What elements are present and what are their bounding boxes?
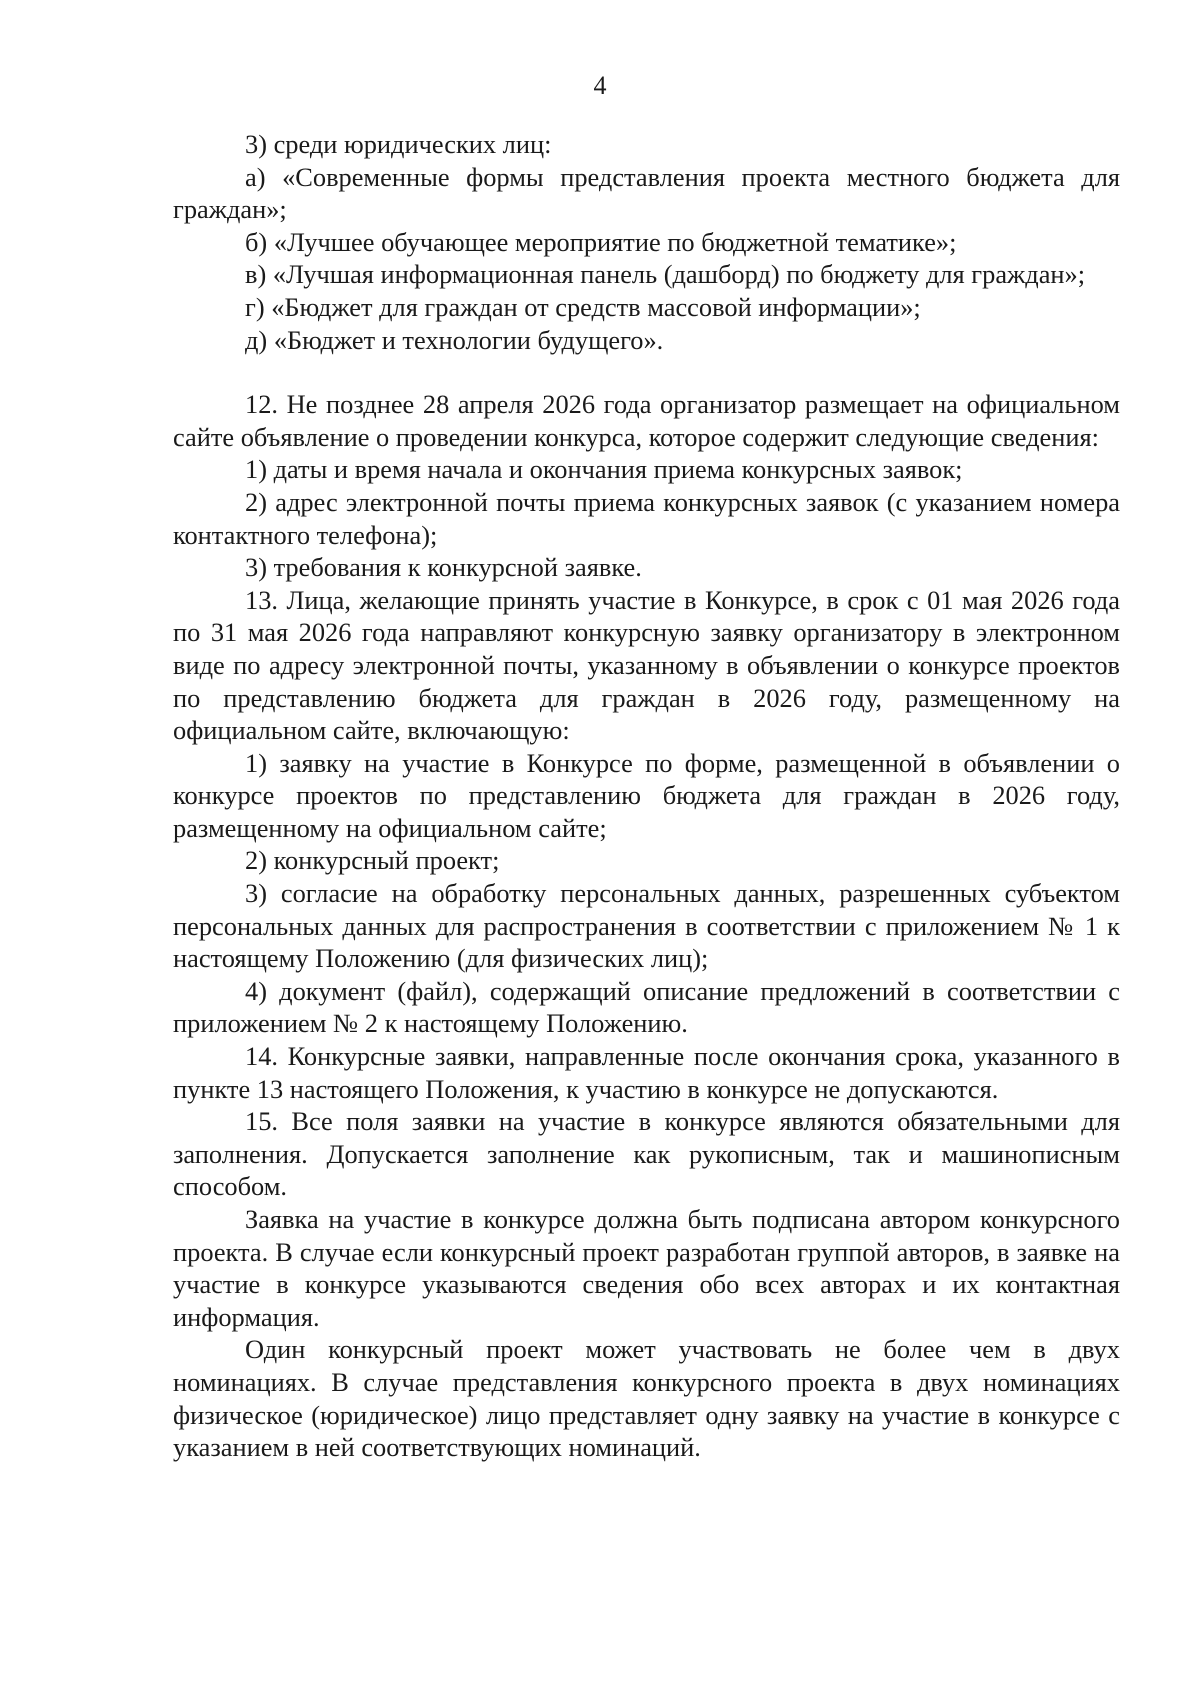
paragraph-item-12-3: 3) требования к конкурсной заявке.	[245, 552, 642, 583]
paragraph-item-12-2: 2) адрес электронной почты приема конкурсных заявок (с указанием номера контактного телефона);	[173, 486, 1120, 550]
paragraph-legal-entities: 3) среди юридических лиц:	[245, 129, 552, 159]
paragraph-item-13-1: 1) заявку на участие в Конкурсе по форме, размещенной в объявлении о конкурсе проектов по представлению бюджета для граждан в 2026 году, размещенному на официальном сайте;	[173, 747, 1120, 843]
paragraph-nomination-d: д) «Бюджет и технологии будущего».	[245, 324, 664, 355]
paragraph-item-13: 13. Лица, желающие принять участие в Конкурсе, в срок с 01 мая 2026 года по 31 мая 2026 года направляют конкурсную заявку организатору в электронном виде по адресу электронной почты, указанному в объявлении о конкурсе проектов по представлению бюджета для граждан в 2026 году, размещенному на официальном сайте, включающую:	[173, 584, 1120, 746]
paragraph-nomination-b: б) «Лучшее обучающее мероприятие по бюджетной тематике»;	[245, 226, 957, 257]
paragraph-signature-requirement: Заявка на участие в конкурсе должна быть подписана автором конкурсного проекта. В случае если конкурсный проект разработан группой авторов, в заявке на участие в конкурсе указываются сведения обо всех авторах и их контактная информация.	[173, 1204, 1120, 1332]
paragraph-item-15: 15. Все поля заявки на участие в конкурсе являются обязательными для заполнения. Допускается заполнение как рукописным, так и машинописным способом.	[173, 1106, 1120, 1202]
paragraph-item-14: 14. Конкурсные заявки, направленные после окончания срока, указанного в пункте 13 настоящего Положения, к участию в конкурсе не допускаются.	[173, 1041, 1120, 1104]
page-number: 4	[593, 71, 607, 100]
paragraph-nomination-a: а) «Современные формы представления проекта местного бюджета для граждан»;	[173, 161, 1120, 225]
paragraph-item-13-2: 2) конкурсный проект;	[245, 845, 500, 876]
paragraph-item-12-1: 1) даты и время начала и окончания приема конкурсных заявок;	[245, 454, 963, 485]
paragraph-item-13-4: 4) документ (файл), содержащий описание предложений в соответствии с приложением № 2 к настоящему Положению.	[173, 975, 1120, 1039]
paragraph-item-13-3: 3) согласие на обработку персональных данных, разрешенных субъектом персональных данных для распространения в соответствии с приложением № 1 к настоящему Положению (для физических лиц);	[173, 878, 1120, 974]
paragraph-nomination-v: в) «Лучшая информационная панель (дашборд) по бюджету для граждан»;	[245, 259, 1086, 290]
paragraph-nominations-limit: Один конкурсный проект может участвовать не более чем в двух номинациях. В случае представления конкурсного проекта в двух номинациях физическое (юридическое) лицо представляет одну заявку на участие в конкурсе с указанием в ней соответствующих номинаций.	[173, 1334, 1120, 1463]
paragraph-item-12: 12. Не позднее 28 апреля 2026 года организатор размещает на официальном сайте объявление о проведении конкурса, которое содержит следующие сведения:	[173, 389, 1120, 452]
document-body	[173, 128, 1120, 1464]
paragraph-nomination-g: г) «Бюджет для граждан от средств массовой информации»;	[245, 291, 921, 322]
